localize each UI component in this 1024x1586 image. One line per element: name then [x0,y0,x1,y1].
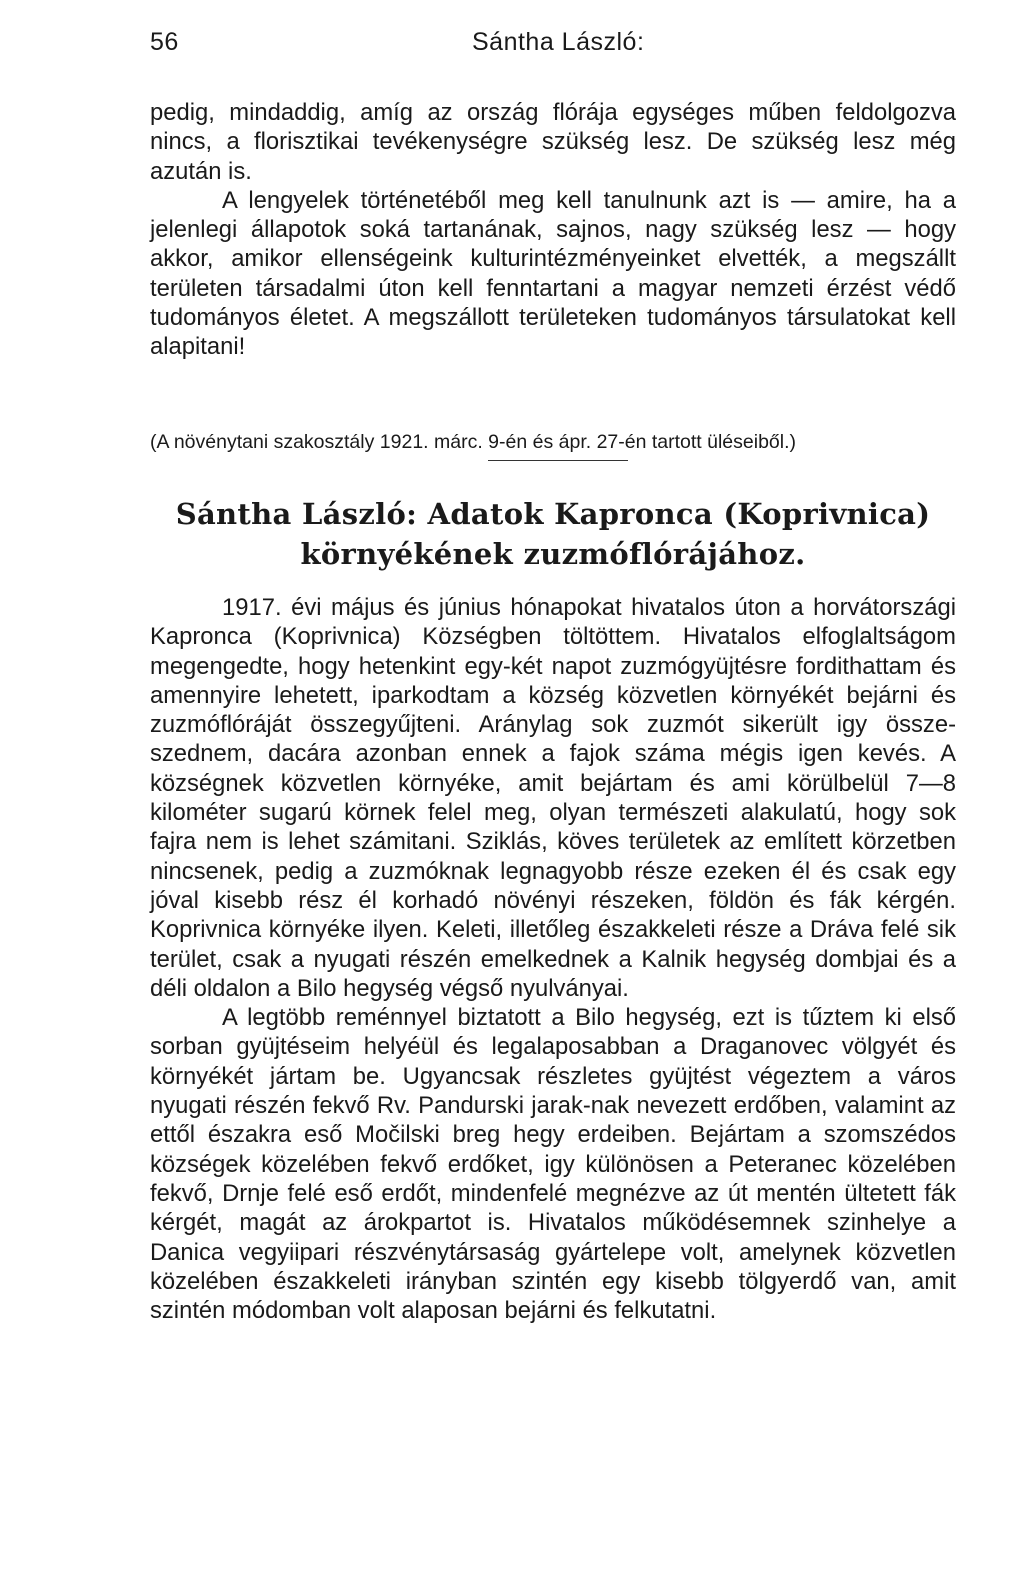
page-number: 56 [150,28,179,56]
running-head-author: Sántha László: [472,28,645,56]
article-body [150,593,956,1325]
paragraph: pedig, mindaddig, amíg az ország flórája egységes műben feldolgozva nincs, a florisztikai tevékenységre szükség lesz. De szükség lesz még azután is. [150,99,956,185]
session-note: (A növénytani szakosztály 1921. márc. 9-én és ápr. 27-én tartott üléseiből.) [150,431,797,453]
article-title [150,494,956,574]
article-title-line: Sántha László: Adatok Kapronca (Koprivnica) [175,497,931,531]
article-title-line: környékének zuzmóflórájához. [300,537,806,571]
running-head [150,28,956,64]
previous-article-text [150,98,956,362]
paragraph: 1917. évi május és június hónapokat hivatalos úton a horvátországi Kapronca (Koprivnica) Községben töltöttem. Hivatalos elfoglaltságom megengedte, hogy hetenkint egy-két napot zuzmógyüjtésre fordithattam és amennyire lehetett, iparkodtam a község közvetlen környékét bejárni és zuzmóflóráját összegyűjteni. Aránylag sok zuzmót sikerült igy összeszednem, dacára azonban ennek a fajok száma mégis igen kevés. A községnek közvetlen környéke, amit bejártam és ami körülbelül 7—8 kilométer sugarú körnek felel meg, olyan természeti alakulatú, hogy sok fajra nem is lehet számitani. Sziklás, köves területek az említett körzetben nincsenek, pedig a zuzmóknak legnagyobb része ezeken él és csak egy jóval kisebb rész él korhadó növényi részeken, földön és fák kérgén. Koprivnica környéke ilyen. Keleti, illetőleg északkeleti része a Dráva felé sik terület, csak a nyugati részén emelkednek a Kalnik hegység dombjai és a déli oldalon a Bilo hegység végső nyulványai. [150,594,956,1002]
section-divider [488,460,628,461]
paragraph: A legtöbb reménnyel biztatott a Bilo hegység, ezt is tűztem ki első sorban gyüjtéseim helyéül és legalaposabban a Draganovec völgyét és környékét jártam be. Ugyancsak részletes gyüjtést végeztem a város nyugati részén fekvő Rv. Pandurski jarak-nak nevezett erdőben, valamint az ettől északra eső Močilski breg hegy erdeiben. Bejártam a szomszédos községek közelében fekvő erdőket, igy különösen a Peteranec közelében fekvő, Drnje felé eső erdőt, mindenfelé megnézve az út mentén ültetett fák kérgét, magát az árokpartot is. Hivatalos működésemnek szinhelye a Danica vegyiipari részvénytársaság gyártelepe volt, amelynek közvetlen közelében északkeleti irányban szintén egy kisebb tölgyerdő van, amit szintén módomban volt alaposan bejárni és felkutatni. [150,1004,956,1325]
paragraph: A lengyelek történetéből meg kell tanulnunk azt is — amire, ha a jelenlegi állapotok soká tartanának, sajnos, nagy szükség lesz — hogy akkor, amikor ellenségeink kulturintézményeinket elvették, a megszállt területen társadalmi úton kell fenntartani a magyar nemzeti érzést védő tudományos életet. A megszállott területeken tudományos társulatokat kell alapitani! [150,186,956,361]
